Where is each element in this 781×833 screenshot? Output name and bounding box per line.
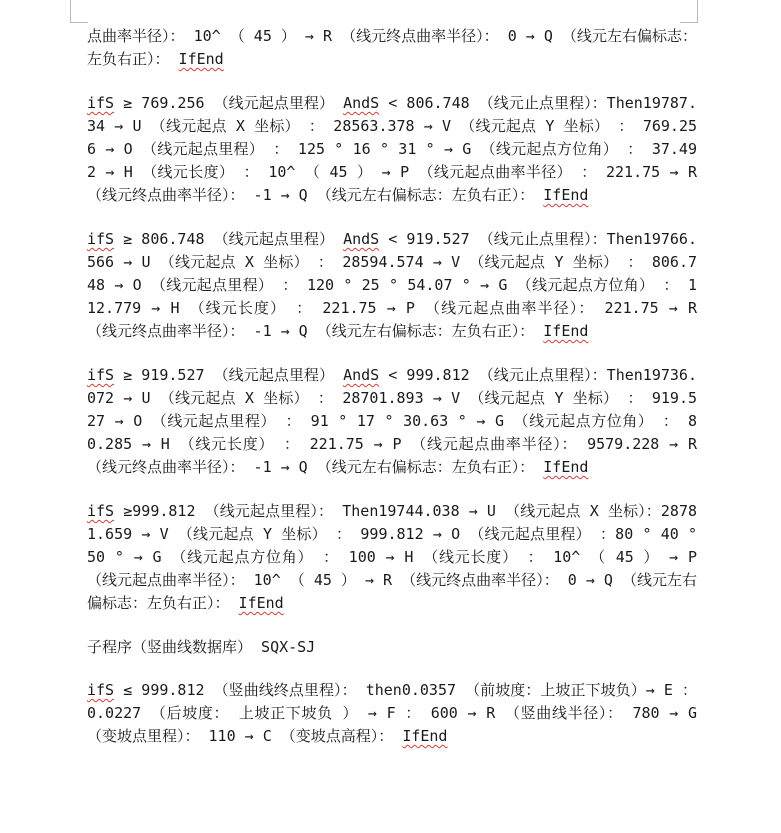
ifend-keyword: IfEnd	[543, 322, 589, 340]
corner-crop-mark-left	[70, 0, 71, 22]
paragraph-segment-4	[87, 500, 697, 615]
paragraph-text: ≥ 919.527 （线元起点里程）	[114, 366, 344, 384]
paragraph-text: 子程序（竖曲线数据库） SQX-SJ	[87, 638, 316, 656]
paragraph-text: ≤ 999.812 （竖曲线终点里程）： then0.0357 （前坡度：上坡正下坡负）→ E ： 0.0227 （后坡度： 上坡正下坡负 ） → F ： 600 → R （竖曲线半径）： 780 → G （变坡点里程）： 110 → C （变坡点高程）：	[87, 681, 697, 745]
paragraph-text: < 999.812 （线元止点里程）：Then19736.072 → U （线元起点 X 坐标） ： 28701.893 → V （线元起点 Y 坐标） ： 919.527 → O （线元起点里程） ： 91 ° 17 ° 30.63 ° → G （线元起点方位角） ： 80.285 → H （线元长度） ： 221.75 → P （线元起点曲率半径）： 9579.228 → R （线元终点曲率半径）： -1 → Q （线元左右偏标志：左负右正）：	[87, 366, 697, 476]
and-keyword: AndS	[343, 94, 380, 112]
paragraph-segment-2	[87, 228, 697, 343]
paragraph-text: < 919.527 （线元止点里程）：Then19766.566 → U （线元起点 X 坐标） ： 28594.574 → V （线元起点 Y 坐标） ： 806.748 → O （线元起点里程） ： 120 ° 25 ° 54.07 ° → G （线元起点方位角） ： 112.779 → H （线元长度） ： 221.75 → P （线元起点曲率半径）： 221.75 → R （线元终点曲率半径）： -1 → Q （线元左右偏标志：左负右正）：	[87, 230, 697, 340]
ifend-keyword: IfEnd	[402, 727, 448, 745]
and-keyword: AndS	[343, 230, 380, 248]
if-keyword: ifS	[87, 366, 115, 384]
paragraph-text: ≥ 806.748 （线元起点里程）	[114, 230, 344, 248]
ifend-keyword: IfEnd	[238, 594, 284, 612]
document-body	[87, 25, 697, 769]
corner-crop-mark-left-h	[70, 22, 88, 23]
paragraph-text: ≥999.812 （线元起点里程）： Then19744.038 → U （线元起点 X 坐标）：28781.659 → V （线元起点 Y 坐标） ： 999.812 → O （线元起点里程） ：80 ° 40 ° 50 ° → G （线元起点方位角） ： 100 → H （线元长度） ： 10^ （ 45 ） → P （线元起点曲率半径）： 10^ （ 45 ） → R （线元终点曲率半径）： 0 → Q （线元左右偏标志：左负右正）：	[87, 502, 697, 612]
if-keyword: ifS	[87, 502, 115, 520]
and-keyword: AndS	[343, 366, 380, 384]
paragraph-continuation	[87, 25, 697, 71]
paragraph-text: 点曲率半径）： 10^ （ 45 ） → R （线元终点曲率半径）： 0 → Q （线元左右偏标志：左负右正）：	[87, 27, 697, 68]
paragraph-vertical-curve	[87, 679, 697, 748]
ifend-keyword: IfEnd	[543, 458, 589, 476]
corner-crop-mark-right-h	[680, 22, 698, 23]
ifend-keyword: IfEnd	[543, 186, 589, 204]
subroutine-heading	[87, 636, 697, 659]
if-keyword: ifS	[87, 230, 115, 248]
paragraph-segment-1	[87, 92, 697, 207]
ifend-keyword: IfEnd	[178, 50, 224, 68]
paragraph-text: ≥ 769.256 （线元起点里程）	[114, 94, 344, 112]
if-keyword: ifS	[87, 681, 115, 699]
paragraph-segment-3	[87, 364, 697, 479]
if-keyword: ifS	[87, 94, 115, 112]
paragraph-text: < 806.748 （线元止点里程）：Then19787.34 → U （线元起点 X 坐标） ： 28563.378 → V （线元起点 Y 坐标） ： 769.256 → O （线元起点里程） ： 125 ° 16 ° 31 ° → G （线元起点方位角） ： 37.492 → H （线元长度） ： 10^ （ 45 ） → P （线元起点曲率半径） ： 221.75 → R （线元终点曲率半径）： -1 → Q （线元左右偏标志：左负右正）：	[87, 94, 697, 204]
corner-crop-mark-right	[697, 0, 698, 22]
